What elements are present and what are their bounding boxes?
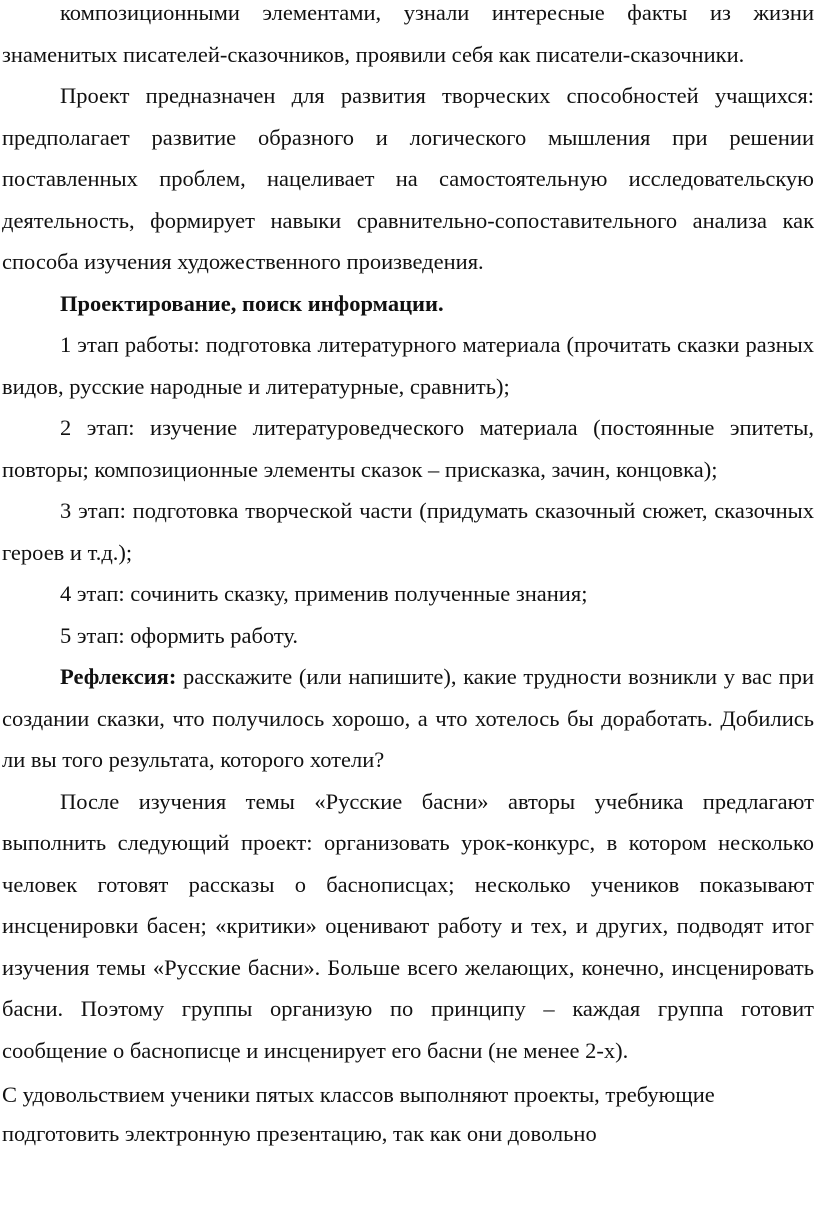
- paragraph-fables-project: После изучения темы «Русские басни» авторы учебника предлагают выполнить следующий проект: организовать урок-конкурс, в котором несколько человек готовят рассказы о баснописцах; несколько учеников показывают инсценировки басен; «критики» оценивают работу и тех, и других, подводят итог изучения темы «Русские басни». Больше всего желающих, конечно, инсценировать басни. Поэтому группы организую по принципу – каждая группа готовит сообщение о баснописце и инсценирует его басни (не менее 2-х).: [2, 788, 814, 1063]
- paragraph-project-purpose: Проект предназначен для развития творческих способностей учащихся: предполагает развитие образного и логического мышления при решении поставленных проблем, нацеливает на самостоятельную исследовательскую деятельность, формирует навыки сравнительно-сопоставительного анализа как способа изучения художественного произведения.: [2, 83, 814, 274]
- paragraph-presentation: С удовольствием ученики пятых классов выполняют проекты, требующие подготовить электронную презентацию, так как они довольно: [2, 1082, 715, 1146]
- paragraph-stage-5: 5 этап: оформить работу.: [60, 622, 299, 648]
- paragraph-stage-1: 1 этап работы: подготовка литературного материала (прочитать сказки разных видов, русские народные и литературные, сравнить);: [2, 332, 814, 399]
- paragraph-reflection: [2, 656, 814, 781]
- paragraph-stage-4: 4 этап: сочинить сказку, применив полученные знания;: [60, 581, 588, 606]
- paragraph-stage-3: 3 этап: подготовка творческой части (придумать сказочный сюжет, сказочных героев и т.д.);: [2, 498, 814, 565]
- paragraph-stage-2: 2 этап: изучение литературоведческого материала (постоянные эпитеты, повторы; композиционные элементы сказок – присказка, зачин, концовка);: [2, 415, 814, 482]
- paragraph-intro-continuation: композиционными элементами, узнали интересные факты из жизни знаменитых писателей-сказочников, проявили себя как писатели-сказочники.: [2, 0, 814, 67]
- section-heading-design: Проектирование, поиск информации.: [60, 290, 444, 316]
- reflection-label: Рефлексия:: [60, 664, 177, 689]
- reflection-text: расскажите (или напишите), какие трудности возникли у вас при создании сказки, что получилось хорошо, а что хотелось бы доработать. Добились ли вы того результата, которого хотели?: [2, 664, 814, 772]
